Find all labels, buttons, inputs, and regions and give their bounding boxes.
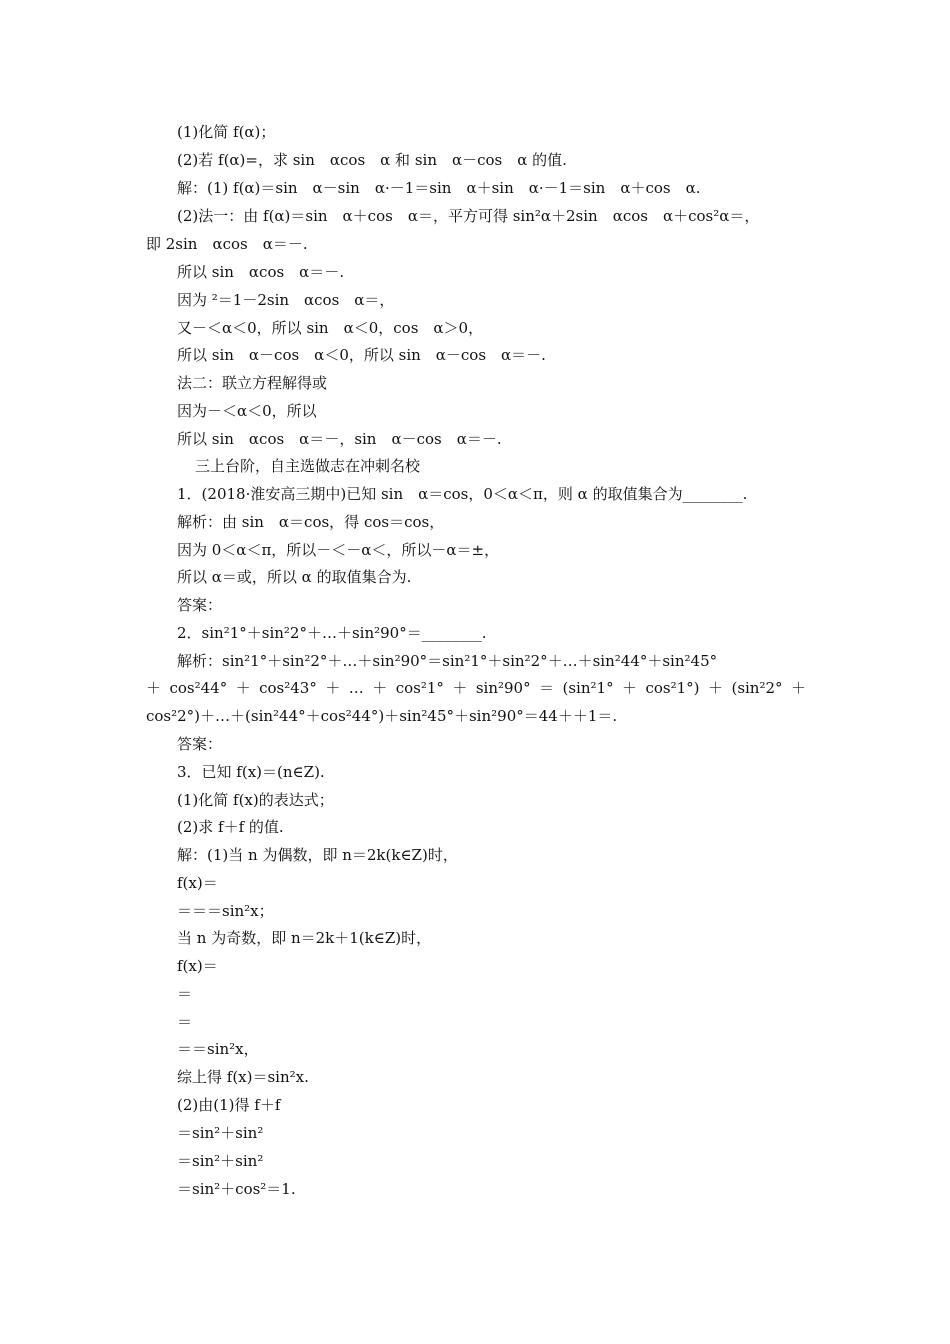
text-line: 所以 α＝或，所以 α 的取值集合为.: [177, 568, 412, 586]
text-line: 即 2sin αcos α＝－.: [146, 235, 308, 253]
text-line: 因为－＜α＜0，所以: [177, 402, 317, 420]
text-line: ＝sin²＋cos²＝1.: [177, 1180, 296, 1198]
text-line: f(x)＝: [177, 957, 218, 975]
text-line: 当 n 为奇数，即 n＝2k＋1(k∈Z)时，: [177, 929, 432, 947]
text-line: ＝sin²＋sin²: [177, 1152, 264, 1170]
text-line: ＝＝sin²x，: [177, 1040, 259, 1058]
text-line: ＝＝＝sin²x；: [177, 902, 274, 920]
text-line: cos²2°)＋…＋(sin²44°＋cos²44°)＋sin²45°＋sin²90°＝44＋＋1＝.: [146, 707, 618, 725]
text-line: (2)由(1)得 f＋f: [177, 1096, 281, 1114]
text-line: ＋cos²44°＋cos²43°＋…＋cos²1°＋sin²90°＝(sin²1°＋cos²1°)＋(sin²2°＋: [146, 679, 806, 697]
text-line: 3．已知 f(x)＝(n∈Z).: [177, 763, 325, 781]
text-line: 解：(1)当 n 为偶数，即 n＝2k(k∈Z)时，: [177, 846, 458, 864]
text-line: ＝: [177, 985, 193, 1003]
text-line: 因为 0＜α＜π，所以－＜－α＜，所以－α＝±，: [177, 541, 500, 559]
text-line: 法二：联立方程解得或: [177, 374, 328, 392]
text-line: 因为 ²＝1－2sin αcos α＝，: [177, 291, 395, 309]
text-line: (1)化简 f(x)的表达式；: [177, 791, 334, 809]
text-line: 2．sin²1°＋sin²2°＋…＋sin²90°＝________.: [177, 624, 487, 642]
text-line: 答案：: [177, 735, 223, 753]
text-line: 解析：由 sin α＝cos，得 cos＝cos，: [177, 513, 445, 531]
text-line: 所以 sin α－cos α＜0，所以 sin α－cos α＝－.: [177, 346, 546, 364]
text-line: ＝sin²＋sin²: [177, 1124, 264, 1142]
text-line: 解析：sin²1°＋sin²2°＋…＋sin²90°＝sin²1°＋sin²2°＋…＋sin²44°＋sin²45°: [177, 652, 718, 670]
text-line: (2)若 f(α)=，求 sin αcos α 和 sin α－cos α 的值.: [177, 151, 567, 169]
text-line: f(x)＝: [177, 874, 218, 892]
text-line: (2)求 f＋f 的值.: [177, 818, 284, 836]
text-line: 1．(2018·淮安高三期中)已知 sin α＝cos，0＜α＜π，则 α 的取值集合为________.: [177, 485, 748, 503]
text-line: 答案：: [177, 596, 223, 614]
text-line: (2)法一：由 f(α)＝sin α＋cos α＝，平方可得 sin²α＋2sin αcos α＋cos²α＝，: [177, 207, 760, 225]
text-line: 所以 sin αcos α＝－.: [177, 263, 345, 281]
text-line: 又－＜α＜0，所以 sin α＜0，cos α＞0，: [177, 319, 484, 337]
text-line: 所以 sin αcos α＝－，sin α－cos α＝－.: [177, 430, 502, 448]
text-line: 综上得 f(x)＝sin²x.: [177, 1068, 309, 1086]
text-line: ＝: [177, 1013, 193, 1031]
text-line: (1)化简 f(α)；: [177, 123, 276, 141]
section-heading: 三上台阶，自主选做志在冲刺名校: [195, 457, 421, 475]
text-line: 解：(1) f(α)＝sin α－sin α·－1＝sin α＋sin α·－1＝sin α＋cos α.: [177, 179, 701, 197]
